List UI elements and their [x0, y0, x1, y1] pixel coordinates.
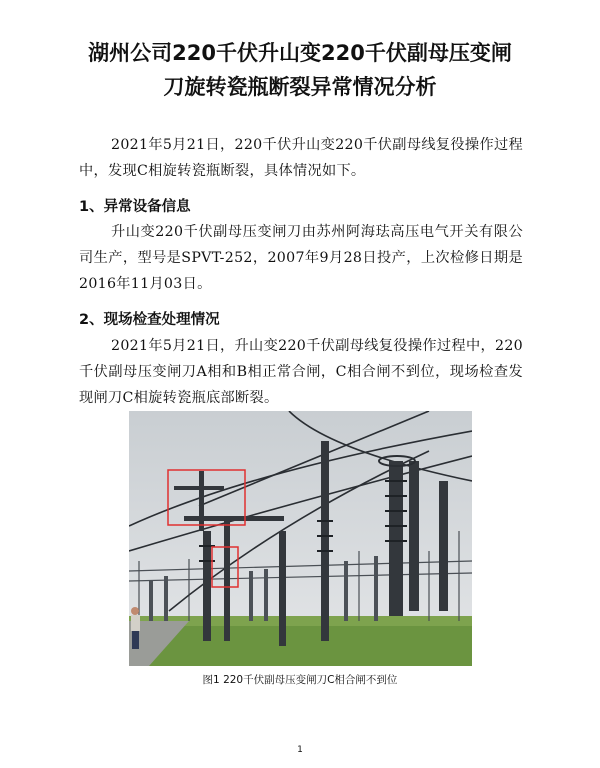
title-line-1: 湖州公司220千伏升山变220千伏副母压变闸 — [88, 41, 512, 65]
figure-caption: 图1 220千伏副母压变闸刀C相合闸不到位 — [202, 674, 398, 686]
section-1-heading: 1、异常设备信息 — [79, 199, 191, 215]
section-2-heading: 2、现场检查处理情况 — [79, 312, 220, 328]
intro-paragraph: 2021年5月21日，220千伏升山变220千伏副母线复役操作过程中，发现C相旋转瓷瓶断裂，具体情况如下。 — [79, 137, 523, 179]
title-line-2: 刀旋转瓷瓶断裂异常情况分析 — [163, 75, 437, 99]
section-2-body: 2021年5月21日，升山变220千伏副母线复役操作过程中，220千伏副母压变闸刀A相和B相正常合闸，C相合闸不到位，现场检查发现闸刀C相旋转瓷瓶底部断裂。 — [79, 338, 523, 406]
page-number: 1 — [297, 745, 303, 755]
document-title — [40, 36, 560, 104]
substation-photo-drawing — [129, 411, 472, 666]
substation-photo — [129, 411, 472, 666]
section-1-body: 升山变220千伏副母压变闸刀由苏州阿海珐高压电气开关有限公司生产，型号是SPVT-252，2007年9月28日投产，上次检修日期是2016年11月03日。 — [79, 224, 523, 292]
